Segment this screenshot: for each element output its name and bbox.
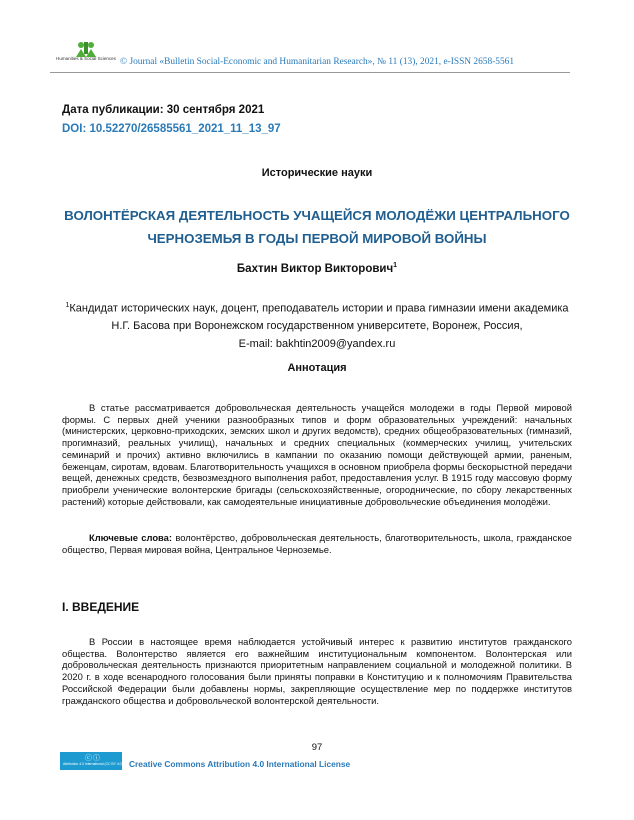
- publication-date: Дата публикации: 30 сентября 2021: [62, 104, 265, 116]
- logo-caption: Humanities & Social Sciences: [56, 56, 116, 61]
- section-label: Исторические науки: [261, 167, 373, 179]
- journal-logo-icon: [64, 40, 108, 68]
- intro-heading: I. ВВЕДЕНИЕ: [62, 600, 140, 614]
- abstract-text: В статье рассматривается добровольческая деятельность учащейся молодежи в годы Первой мировой формы. С первых дней ученики разнообразных типов и форм образовательных учреждений: начальных (министерских, церковно-приходских, земских школ и других ведомств), средних общеобразовательных (гимназий, прогимназий, реальных училищ), начальных и средних специальных (коммерческих училищ, учительских семинарий и прочих) активно включились в кампании по оказанию помощи действующей армии, раненым, беженцам, сиротам, вдовам. Благотворительность учащихся в основном приобрела формы бескорыстной передачи вещей, денежных средств, безвозмездного выполнения работ, предоставления услуг. В 1915 году массовую форму приобрели ученические волонтерские бригады (сельскохозяйственные, огороднические, по сбору лекарственных растений) которые действовали, как самодеятельные инициативные добровольческие объединения молодёжи.: [62, 402, 572, 507]
- header-divider: [50, 72, 570, 73]
- journal-header: © Journal «Bulletin Social-Economic and Humanitarian Research», № 11 (13), 2021, e-ISSN 2658-5561: [120, 57, 515, 67]
- intro-paragraph: В России в настоящее время наблюдается устойчивый интерес к развитию институтов гражданского общества. Волонтерство является его важнейшим институциональным компонентом. Волонтерская или добровольческая деятельность признаются приоритетным направлением социальной и молодежной политики. В 2020 г. в ходе всенародного голосования были приняты поправки в Конституцию и к полномочиям Правительства Российской Федерации были добавлены нормы, закрепляющие осуществление мер по поддержке институтов гражданского общества и добровольческой волонтерской деятельности.: [62, 636, 572, 706]
- license-link[interactable]: Creative Commons Attribution 4.0 International License: [129, 759, 351, 769]
- page-number: 97: [311, 742, 323, 753]
- keywords-label: Ключевые слова:: [89, 532, 173, 543]
- paper-title: ВОЛОНТЁРСКАЯ ДЕЯТЕЛЬНОСТЬ УЧАЩЕЙСЯ МОЛОДЁЖИ ЦЕНТРАЛЬНОГО ЧЕРНОЗЕМЬЯ В ГОДЫ ПЕРВОЙ МИРОВОЙ ВОЙНЫ: [64, 208, 570, 246]
- affiliation-superscript: 1: [65, 302, 70, 309]
- keywords: [62, 532, 572, 555]
- keywords-text: волонтёрство, добровольческая деятельность, благотворительность, школа, гражданское общество, Первая мировая война, Центральное Черноземье.: [62, 532, 572, 555]
- author-email[interactable]: E-mail: bakhtin2009@yandex.ru: [238, 337, 396, 350]
- cc-badge-caption: Attribution 4.0 International (CC BY 4.0): [63, 762, 123, 766]
- author-superscript: 1: [393, 262, 398, 269]
- author-name: [0, 262, 634, 275]
- affiliation-text: Кандидат исторических наук, доцент, преподаватель истории и права гимназии имени академика Н.Г. Басова при Воронежском государственном университете, Воронеж, Россия,: [69, 302, 569, 333]
- abstract-heading: Аннотация: [287, 362, 347, 374]
- doi-link[interactable]: DOI: 10.52270/26585561_2021_11_13_97: [62, 123, 281, 135]
- cc-icons: ⓒⓘ: [85, 755, 101, 762]
- affiliation: [60, 297, 574, 353]
- author-name-text: Бахтин Виктор Викторович: [236, 262, 394, 275]
- cc-license-badge[interactable]: [60, 752, 122, 770]
